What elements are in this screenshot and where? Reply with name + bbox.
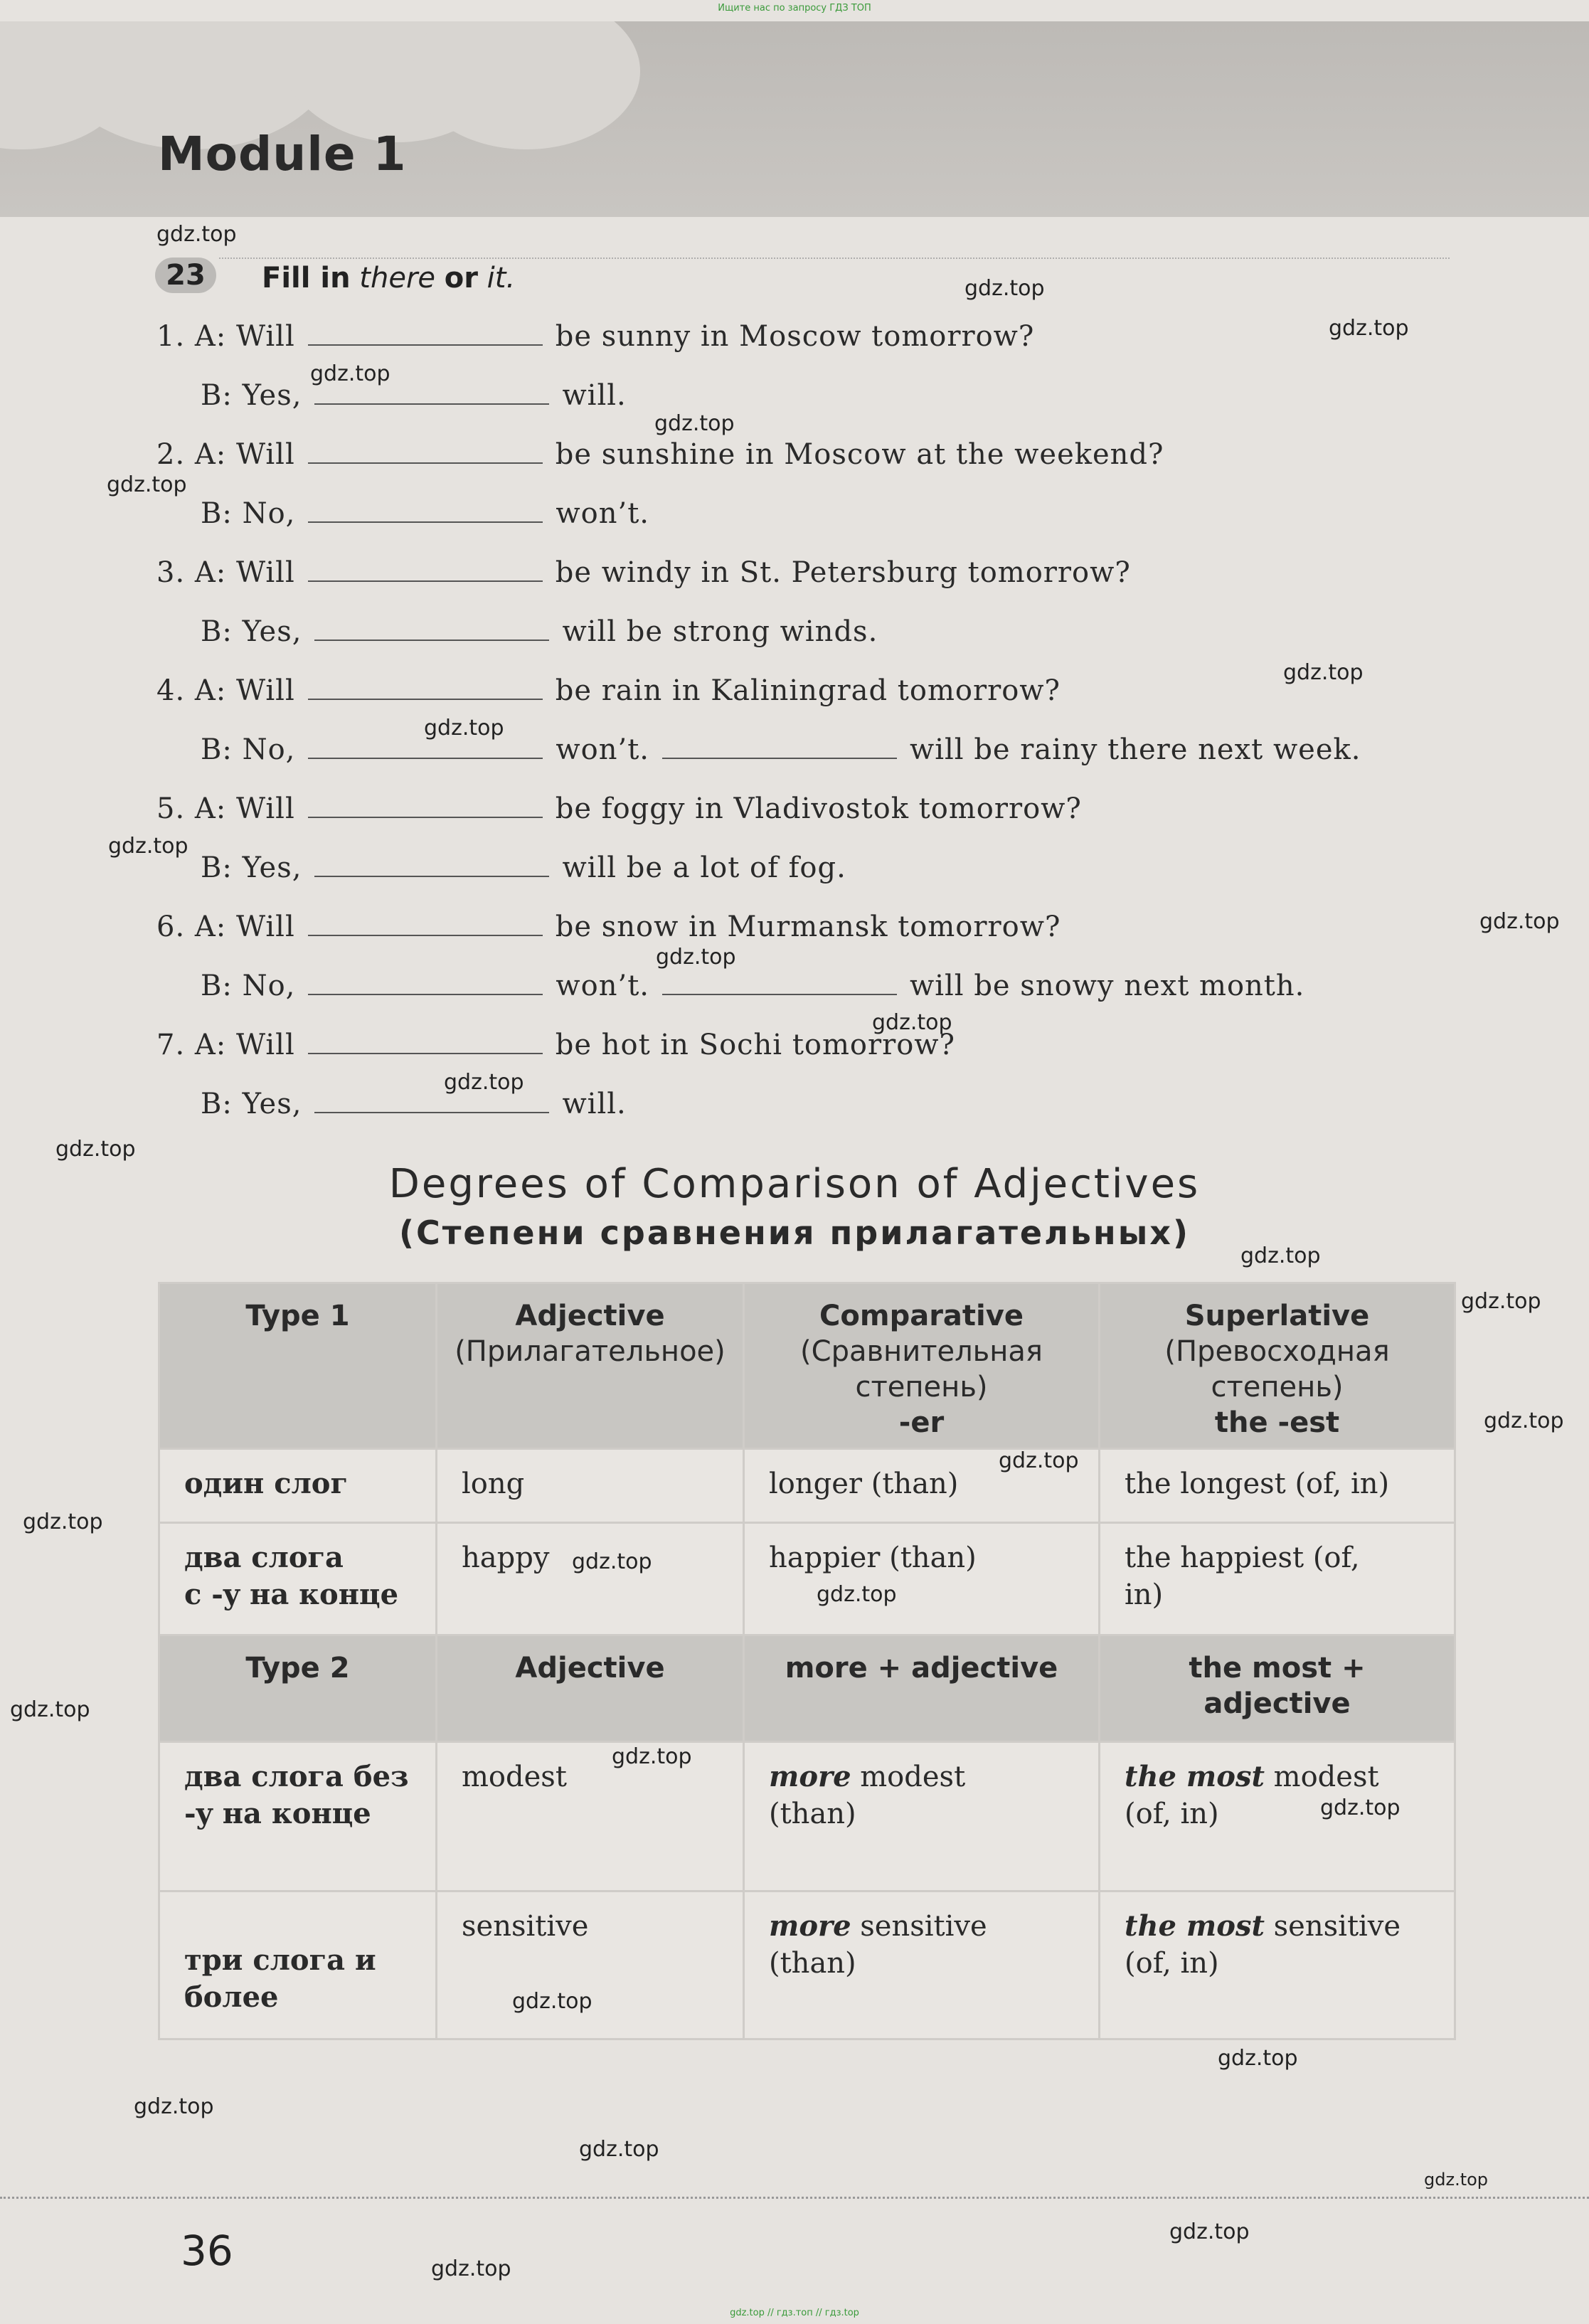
exercise-line: B: No, won’t. — [201, 497, 649, 530]
header-cell: Superlative (Превосходная степень) the -est — [1100, 1283, 1455, 1449]
header-cell: Adjective (Прилагательное) — [437, 1283, 744, 1449]
answer-blank[interactable] — [314, 851, 549, 877]
table-header-row — [159, 1635, 1455, 1742]
answer-blank[interactable] — [308, 792, 543, 818]
watermark: gdz.top — [872, 1010, 952, 1035]
answer-blank[interactable] — [308, 970, 543, 995]
footer-divider — [0, 2197, 1589, 2202]
task-instruction: Fill in there or it. — [262, 262, 516, 295]
exercise-line: B: Yes, will be a lot of fog. — [201, 851, 846, 884]
exercise-line: 5. A: Will be foggy in Vladivostok tomorrow? — [156, 792, 1082, 825]
watermark: gdz.top — [1169, 2219, 1250, 2244]
watermark: gdz.top — [1461, 1289, 1541, 1314]
watermark: gdz.top — [1479, 909, 1560, 934]
watermark: gdz.top — [999, 1448, 1079, 1473]
watermark: gdz.top — [108, 834, 188, 859]
table-header-row — [159, 1283, 1455, 1449]
answer-blank[interactable] — [308, 556, 543, 582]
answer-blank[interactable] — [308, 320, 543, 346]
table-row — [159, 1891, 1455, 2039]
section-title: Degrees of Comparison of Adjectives — [388, 1161, 1201, 1207]
answer-blank[interactable] — [314, 615, 549, 641]
table-cell: more modest (than) — [744, 1742, 1100, 1891]
exercise-line: B: Yes, will. — [201, 379, 627, 412]
section-subtitle: (Степени сравнения прилагательных) — [398, 1214, 1190, 1252]
watermark: gdz.top — [964, 276, 1045, 301]
table-cell: the happiest (of, in) — [1100, 1523, 1455, 1635]
watermark: gdz.top — [23, 1509, 103, 1534]
watermark: gdz.top — [107, 472, 187, 497]
watermark: gdz.top — [612, 1744, 692, 1769]
exercise-line: B: Yes, will. — [201, 1088, 627, 1120]
watermark: gdz.top — [10, 1697, 90, 1722]
watermark: gdz.top — [1283, 660, 1364, 685]
category-cell: два слога с -y на конце — [159, 1523, 437, 1635]
watermark: gdz.top — [431, 2256, 511, 2281]
watermark: gdz.top — [654, 411, 735, 436]
table-cell: longer (than) — [744, 1449, 1100, 1523]
table-cell: the longest (of, in) — [1100, 1449, 1455, 1523]
category-cell: два слога без -y на конце — [159, 1742, 437, 1891]
watermark: gdz.top — [444, 1070, 524, 1095]
answer-blank[interactable] — [308, 438, 543, 464]
header-cell: more + adjective — [744, 1635, 1100, 1742]
watermark: gdz.top — [310, 361, 390, 386]
table-cell: the most sensitive (of, in) — [1100, 1891, 1455, 2039]
header-cell: the most + adjective — [1100, 1635, 1455, 1742]
table-cell: happier (than) — [744, 1523, 1100, 1635]
watermark: gdz.top — [1218, 2046, 1298, 2071]
table-cell: long — [437, 1449, 744, 1523]
watermark: gdz.top — [579, 2137, 659, 2162]
answer-blank[interactable] — [662, 970, 897, 995]
exercise-line: 2. A: Will be sunshine in Moscow at the weekend? — [156, 438, 1164, 471]
answer-blank[interactable] — [308, 497, 543, 523]
exercise-line: B: No, won’t. will be snowy next month. — [201, 970, 1305, 1002]
watermark: gdz.top — [1484, 1408, 1564, 1433]
table-cell: happy — [437, 1523, 744, 1635]
table-cell: modest — [437, 1742, 744, 1891]
watermark: gdz.top — [817, 1582, 897, 1607]
watermark: gdz.top — [1329, 316, 1409, 341]
top-link[interactable]: Ищите нас по запросу ГДЗ ТОП — [718, 3, 871, 14]
flower-decoration — [0, 21, 640, 217]
exercise-line: B: No, won’t. will be rainy there next week. — [201, 733, 1361, 766]
header-cell: Type 1 — [159, 1283, 437, 1449]
task-header — [155, 258, 1450, 295]
answer-blank[interactable] — [308, 674, 543, 700]
exercise-line: 1. A: Will be sunny in Moscow tomorrow? — [156, 320, 1035, 353]
header-cell: Comparative (Сравнительная степень) -er — [744, 1283, 1100, 1449]
exercise-line: 6. A: Will be snow in Murmansk tomorrow? — [156, 911, 1061, 943]
table-cell: more sensitive (than) — [744, 1891, 1100, 2039]
header-cell: Type 2 — [159, 1635, 437, 1742]
table-row — [159, 1449, 1455, 1523]
page-number: 36 — [181, 2227, 233, 2275]
category-cell: один слог — [159, 1449, 437, 1523]
watermark: gdz.top — [156, 222, 237, 247]
table-row — [159, 1523, 1455, 1635]
header-cell: Adjective — [437, 1635, 744, 1742]
watermark: gdz.top — [656, 945, 736, 970]
module-title: Module 1 — [158, 127, 407, 181]
watermark: gdz.top — [134, 2094, 214, 2119]
task-number: 23 — [155, 258, 216, 293]
comparison-table — [158, 1282, 1456, 2040]
watermark: gdz.top — [1240, 1243, 1321, 1268]
watermark: gdz.top — [1424, 2170, 1489, 2190]
answer-blank[interactable] — [662, 733, 897, 759]
category-cell: три слога и более — [159, 1891, 437, 2039]
table-cell: sensitive — [437, 1891, 744, 2039]
watermark: gdz.top — [512, 1989, 592, 2014]
watermark: gdz.top — [1320, 1795, 1401, 1820]
watermark: gdz.top — [572, 1549, 652, 1574]
answer-blank[interactable] — [308, 911, 543, 936]
exercise-line: 7. A: Will be hot in Sochi tomorrow? — [156, 1029, 955, 1061]
watermark: gdz.top — [424, 716, 504, 741]
answer-blank[interactable] — [308, 1029, 543, 1054]
table-cell: the most modest (of, in) — [1100, 1742, 1455, 1891]
table-row — [159, 1742, 1455, 1891]
watermark: gdz.top — [55, 1137, 136, 1162]
bottom-link[interactable]: gdz.top // гдз.топ // гдз.top — [730, 2308, 859, 2318]
exercise-line: 4. A: Will be rain in Kaliningrad tomorrow? — [156, 674, 1061, 707]
exercise-line: 3. A: Will be windy in St. Petersburg tomorrow? — [156, 556, 1131, 589]
exercise-line: B: Yes, will be strong winds. — [201, 615, 878, 648]
